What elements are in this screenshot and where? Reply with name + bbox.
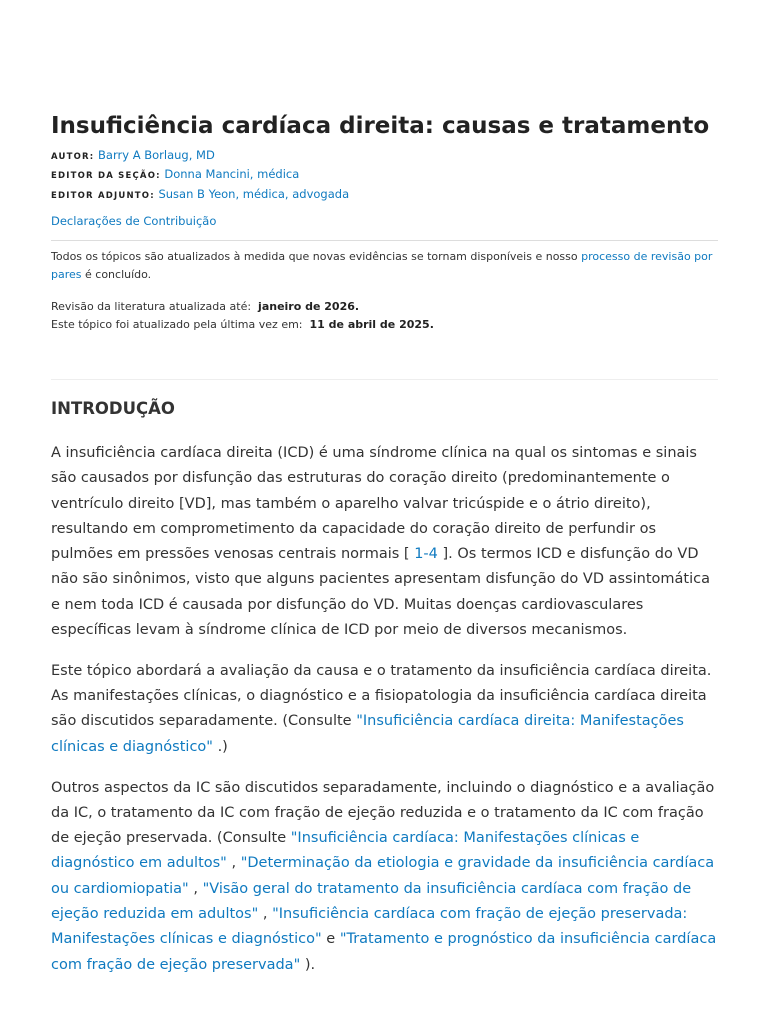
dates-block [51,298,434,333]
disclosures [51,214,216,228]
section-editor-row [51,166,349,185]
paragraph-text: ]. Os termos ICD e disfunção do VD não são sinônimos, visto que alguns pacientes apresentam disfunção do VD assintomática e nem toda ICD é causada por disfunção do VD. Muitas doenças cardiovasculares específicas levam à síndrome clínica de ICD por meio de diversos mecanismos. [51,546,710,639]
update-note-text: Todos os tópicos são atualizados à medida que novas evidências se tornam disponíveis e nosso [51,250,582,263]
section-heading: INTRODUÇÃO [51,399,175,418]
literature-review-label: Revisão da literatura atualizada até: [51,300,252,313]
reference-link[interactable]: 1-4 [414,546,438,563]
deputy-editor-row [51,186,349,205]
section-editor-link[interactable]: Donna Mancini, médica [164,167,300,182]
update-note-end: é concluído. [81,267,152,281]
last-updated-label: Este tópico foi atualizado pela última vez em: [51,317,303,331]
section-body [51,441,718,993]
paragraph [51,776,718,978]
literature-review-date: janeiro de 2026 [258,300,355,313]
paragraph-text: A insuficiência cardíaca direita (ICD) é uma síndrome clínica na qual os sintomas e sinais são causados por disfunção das estruturas do coração direito (predominantemente o ventrículo direito [VD], mas também o aparelho valvar tricúspide e o átrio direito), resultando em comprometimento da capacidade do coração direito de perfundir os pulmões em pressões venosas centrais normais [ [51,445,697,563]
topic-link[interactable]: "Determinação da etiologia e gravidade da insuficiência cardíaca ou cardiomiopatia" [51,855,715,897]
topic-link[interactable]: "Insuficiência cardíaca com fração de ejeção preservada: Manifestações clínicas e diagnóstico" [51,906,688,948]
paragraph-text: Este tópico abordará a avaliação da causa e o tratamento da insuficiência cardíaca direita. As manifestações clínicas, o diagnóstico e a fisiopatologia da insuficiência cardíaca direita são discutidos separadamente. (Consulte [51,662,712,730]
separator: , [188,880,203,897]
paragraph [51,441,718,643]
paragraph [51,659,718,760]
deputy-editor-link[interactable]: Susan B Yeon, médica, advogada [158,186,350,201]
last-updated-date: 11 de abril de 2025 [309,317,430,331]
paragraph-text: Outros aspectos da IC são discutidos separadamente, incluindo o diagnóstico e a avaliação da IC, o tratamento da IC com fração de ejeção reduzida e o tratamento da IC com fração de ejeção preservada. (Consulte [51,779,715,847]
literature-review-row: Revisão da literatura atualizada até: janeiro de 2026. [51,300,360,313]
paragraph-text: .) [212,738,228,755]
separator: e [321,931,340,948]
separator: , [258,906,273,923]
update-note [51,248,718,283]
page-title: Insuficiência cardíaca direita: causas e tratamento [51,113,710,134]
section-editor-label: EDITOR DA SEÇÃO: [51,171,161,182]
topic-link[interactable]: "Insuficiência cardíaca: Manifestações clínicas e diagnóstico em adultos" [51,830,640,872]
deputy-editor-label: EDITOR ADJUNTO: [51,190,155,201]
topic-link[interactable]: "Visão geral do tratamento da insuficiência cardíaca com fração de ejeção reduzida em adultos" [51,880,692,923]
divider [51,240,718,241]
author-label: AUTOR: [51,152,95,162]
section-divider [51,379,718,380]
author-link[interactable]: Barry A Borlaug, MD [98,148,215,162]
last-updated-row: Este tópico foi atualizado pela última vez em: 11 de abril de 2025. [51,317,434,331]
author-row [51,147,349,166]
topic-link[interactable]: "Insuficiência cardíaca direita: Manifestações clínicas e diagnóstico" [51,713,684,755]
disclosures-link[interactable]: Declarações de Contribuição [51,214,217,228]
topic-link[interactable]: "Tratamento e prognóstico da insuficiência cardíaca com fração de ejeção preservada" [51,931,717,973]
title-area [51,108,718,134]
peer-review-link[interactable]: processo de revisão por pares [51,250,713,281]
paragraph-text: ). [300,956,316,973]
contributors-block [51,147,349,205]
separator: , [226,855,241,872]
